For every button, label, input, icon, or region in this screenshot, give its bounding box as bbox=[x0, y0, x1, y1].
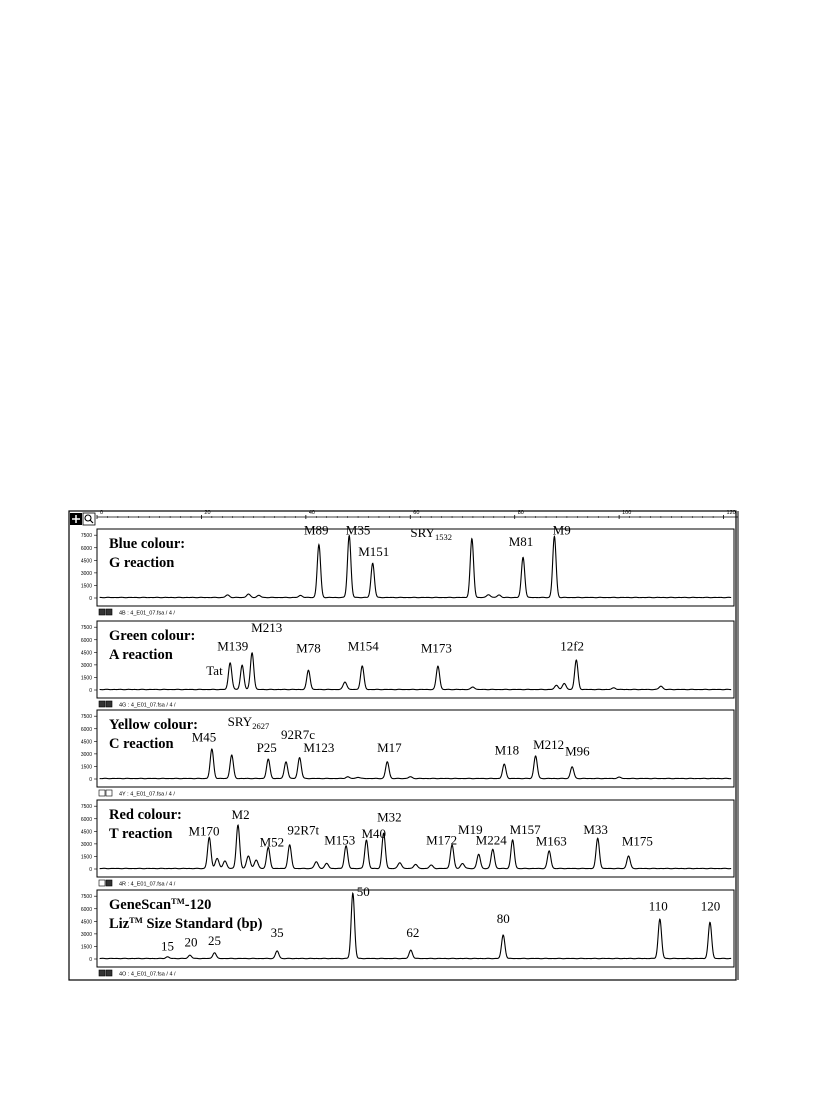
peak-label: M212 bbox=[533, 736, 565, 752]
panel-filename: 4R : 4_E01_07.fsa / 4 / bbox=[119, 881, 176, 888]
panel-red bbox=[81, 800, 734, 888]
panel-title-line2: A reaction bbox=[109, 647, 173, 663]
y-tick-label: 1500 bbox=[80, 675, 92, 682]
y-tick-label: 7500 bbox=[80, 894, 92, 901]
panel-title-line2: C reaction bbox=[109, 736, 174, 752]
peak-label: M33 bbox=[583, 821, 608, 837]
peak-label: 12f2 bbox=[560, 638, 585, 654]
crosshair-icon[interactable] bbox=[70, 513, 82, 525]
peak-label: Tat bbox=[206, 662, 223, 678]
y-tick-label: 0 bbox=[89, 688, 92, 694]
y-tick-label: 0 bbox=[89, 777, 92, 783]
peak-label: M139 bbox=[217, 638, 249, 654]
y-tick-label: 6000 bbox=[80, 545, 92, 552]
peak-label: 50 bbox=[356, 884, 370, 900]
peak-label: M40 bbox=[361, 826, 387, 842]
y-tick-label: 4500 bbox=[80, 558, 92, 565]
panel-title-line2: G reaction bbox=[109, 555, 175, 571]
peak-label: M81 bbox=[508, 534, 534, 550]
peak-label: M173 bbox=[420, 640, 452, 656]
peak-label: 120 bbox=[700, 898, 721, 914]
peak-label: 20 bbox=[184, 934, 198, 950]
y-tick-label: 3000 bbox=[80, 751, 92, 758]
y-tick-label: 0 bbox=[89, 867, 92, 873]
peak-label: 62 bbox=[406, 925, 420, 941]
peak-label: M78 bbox=[296, 640, 321, 656]
y-tick-label: 0 bbox=[89, 596, 92, 602]
peak-label: M170 bbox=[188, 823, 220, 839]
panel-filename: 4Y : 4_E01_07.fsa / 4 / bbox=[119, 791, 175, 798]
y-tick-label: 6000 bbox=[80, 637, 92, 644]
y-tick-label: 1500 bbox=[80, 764, 92, 771]
y-tick-label: 3000 bbox=[80, 841, 92, 848]
peak-label: M96 bbox=[565, 743, 590, 759]
panel-title-line2: T reaction bbox=[109, 826, 173, 842]
panel-filename: 4B : 4_E01_07.fsa / 4 / bbox=[119, 610, 175, 617]
peak-label: M151 bbox=[358, 544, 390, 560]
x-tick-label: 20 bbox=[204, 510, 211, 516]
peak-label: M224 bbox=[475, 832, 507, 848]
peak-label: P25 bbox=[256, 740, 277, 756]
panel-size-standard bbox=[80, 881, 734, 978]
panel-filename: 4G : 4_E01_07.fsa / 4 / bbox=[119, 702, 176, 709]
peak-label: M32 bbox=[377, 809, 402, 825]
panel-yellow bbox=[81, 710, 734, 798]
y-tick-label: 4500 bbox=[80, 650, 92, 657]
peak-label: 92R7c bbox=[281, 726, 315, 742]
peak-label: M2 bbox=[231, 806, 250, 822]
y-tick-label: 1500 bbox=[80, 944, 92, 951]
peak-label: $SRY_{2627}$ bbox=[227, 714, 270, 732]
peak-label: M9 bbox=[552, 522, 571, 538]
panel-title-line2: Liz™ Size Standard (bp) bbox=[109, 915, 263, 932]
zoom-icon[interactable] bbox=[83, 513, 95, 525]
peak-label: M163 bbox=[535, 833, 567, 849]
panel-title-line1: GeneScan™-120 bbox=[109, 896, 212, 913]
peak-label: M172 bbox=[426, 832, 458, 848]
peak-label: M175 bbox=[621, 833, 653, 849]
x-tick-label: 120 bbox=[726, 510, 736, 516]
peak-label: 15 bbox=[160, 938, 174, 954]
panel-green bbox=[81, 620, 734, 708]
peak-label: M17 bbox=[377, 740, 402, 756]
x-tick-label: 0 bbox=[100, 510, 104, 516]
panel-title-line1: Green colour: bbox=[109, 628, 196, 644]
panel-title-line1: Yellow colour: bbox=[109, 717, 198, 733]
y-tick-label: 1500 bbox=[80, 854, 92, 861]
y-tick-label: 1500 bbox=[80, 583, 92, 590]
y-tick-label: 6000 bbox=[80, 726, 92, 733]
panel-blue bbox=[81, 522, 734, 616]
y-tick-label: 6000 bbox=[80, 906, 92, 913]
peak-label: M35 bbox=[345, 522, 371, 538]
y-tick-label: 0 bbox=[89, 957, 92, 963]
y-tick-label: 7500 bbox=[80, 625, 92, 632]
y-tick-label: 7500 bbox=[80, 714, 92, 721]
y-tick-label: 3000 bbox=[80, 662, 92, 669]
y-tick-label: 4500 bbox=[80, 829, 92, 836]
y-tick-label: 3000 bbox=[80, 931, 92, 938]
peak-label: M52 bbox=[259, 834, 285, 850]
panel-title-line1: Blue colour: bbox=[109, 536, 186, 552]
panel-title-line1: Red colour: bbox=[109, 807, 182, 823]
peak-label: M157 bbox=[509, 821, 541, 837]
peak-label: M19 bbox=[458, 821, 483, 837]
peak-label: 92R7t bbox=[287, 822, 320, 838]
y-tick-label: 4500 bbox=[80, 919, 92, 926]
peak-label: M89 bbox=[304, 522, 329, 538]
x-tick-label: 100 bbox=[622, 510, 632, 516]
y-tick-label: 7500 bbox=[80, 804, 92, 811]
y-tick-label: 4500 bbox=[80, 739, 92, 746]
x-tick-label: 60 bbox=[413, 510, 420, 516]
peak-label: M18 bbox=[494, 742, 520, 758]
peak-label: 110 bbox=[648, 898, 668, 914]
peak-label: 35 bbox=[270, 925, 284, 941]
peak-label: 25 bbox=[207, 932, 221, 948]
y-tick-label: 3000 bbox=[80, 570, 92, 577]
y-tick-label: 6000 bbox=[80, 816, 92, 823]
peak-label: M123 bbox=[303, 740, 335, 756]
peak-label: M213 bbox=[251, 620, 283, 636]
y-tick-label: 7500 bbox=[80, 533, 92, 540]
x-tick-label: 80 bbox=[517, 510, 524, 516]
peak-label: M45 bbox=[191, 729, 217, 745]
peak-label: 80 bbox=[496, 910, 510, 926]
peak-label: M154 bbox=[347, 638, 379, 654]
panel-filename: 4O : 4_E01_07.fsa / 4 / bbox=[119, 971, 176, 978]
peak-label: $SRY_{1532}$ bbox=[410, 524, 452, 542]
peak-label: M153 bbox=[324, 832, 356, 848]
x-tick-label: 40 bbox=[308, 510, 315, 516]
panel-plot-area bbox=[97, 529, 734, 606]
